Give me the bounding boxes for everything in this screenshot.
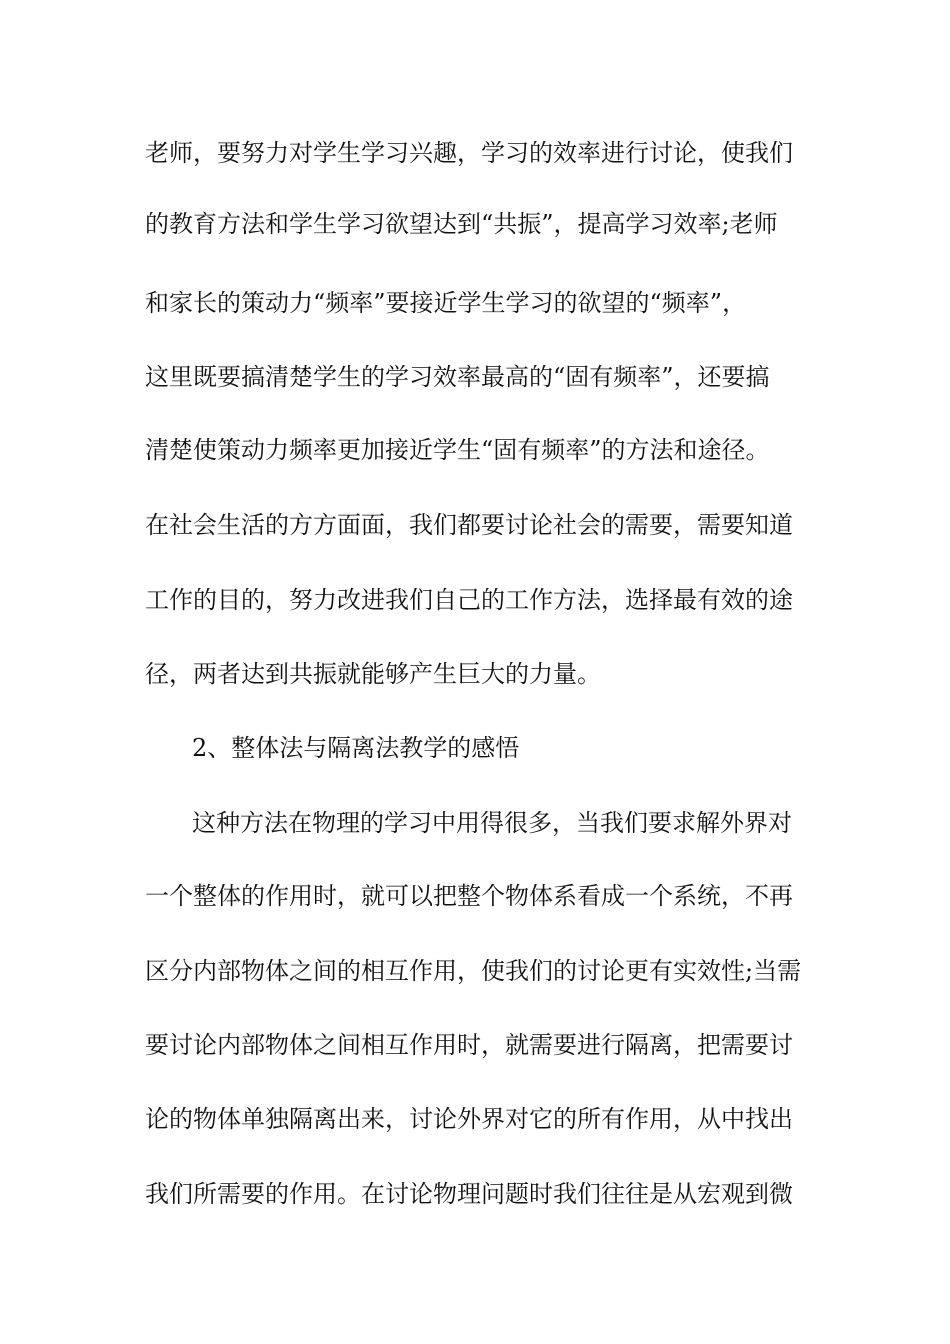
paragraph-1-line-1: 老师，要努力对学生学习兴趣，学习的效率进行讨论，使我们 [145,139,793,167]
section-heading: 2、整体法与隔离法教学的感悟 [192,734,520,762]
paragraph-1-line-2: 的教育方法和学生学习欲望达到“共振”，提高学习效率;老师 [145,210,778,238]
paragraph-2-line-6: 我们所需要的作用。在讨论物理问题时我们往往是从宏观到微 [145,1180,793,1208]
paragraph-1-line-8: 径，两者达到共振就能够产生巨大的力量。 [145,660,601,688]
paragraph-1-line-3: 和家长的策动力“频率”要接近学生学习的欲望的“频率”， [145,289,747,317]
paragraph-2-line-1: 这种方法在物理的学习中用得很多，当我们要求解外界对 [192,809,792,837]
paragraph-2-line-2: 一个整体的作用时，就可以把整个物体系看成一个系统，不再 [145,882,793,910]
paragraph-1-line-4: 这里既要搞清楚学生的学习效率最高的“固有频率”，还要搞 [145,363,770,391]
paragraph-2-line-4: 要讨论内部物体之间相互作用时，就需要进行隔离，把需要讨 [145,1031,793,1059]
paragraph-2-line-3: 区分内部物体之间的相互作用，使我们的讨论更有实效性;当需 [145,957,802,985]
paragraph-1-line-6: 在社会生活的方方面面，我们都要讨论社会的需要，需要知道 [145,511,793,539]
paragraph-1-line-7: 工作的目的，努力改进我们自己的工作方法，选择最有效的途 [145,586,793,614]
paragraph-1-line-5: 清楚使策动力频率更加接近学生“固有频率”的方法和途径。 [145,436,770,464]
paragraph-2-line-5: 论的物体单独隔离出来，讨论外界对它的所有作用，从中找出 [145,1105,793,1133]
